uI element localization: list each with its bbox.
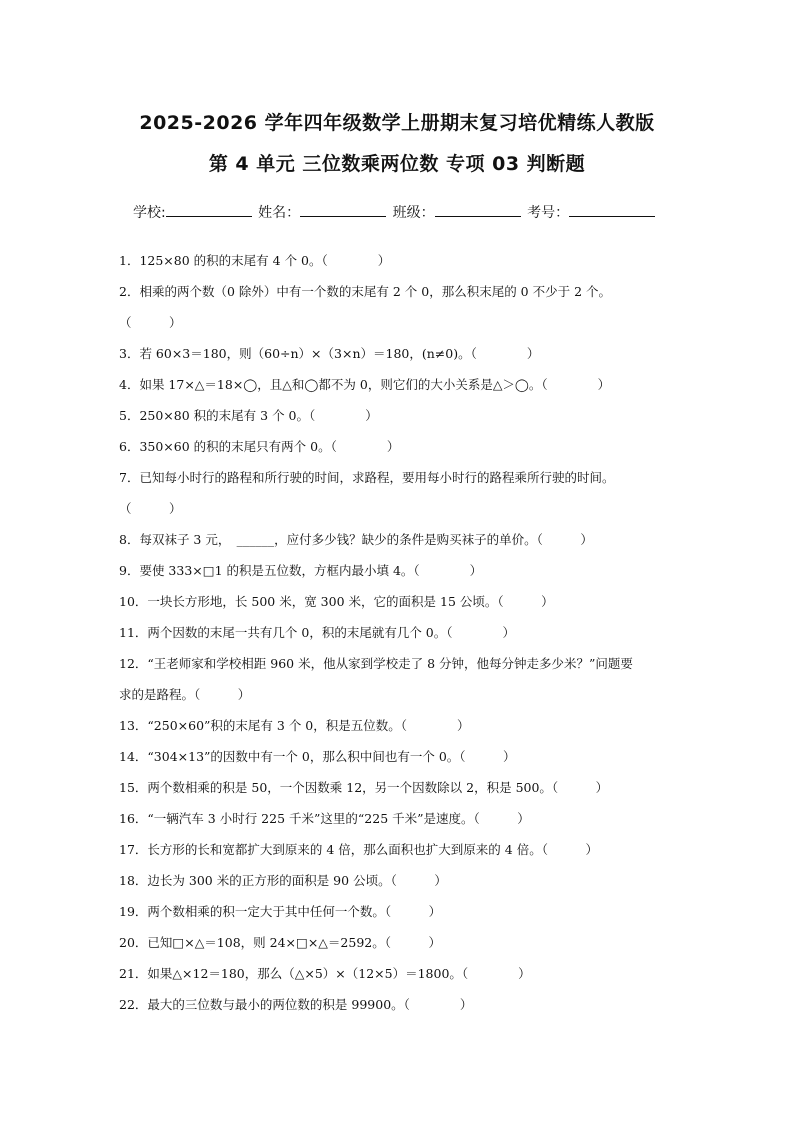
question-line: 22．最大的三位数与最小的两位数的积是 99900。（ ） [119,997,473,1012]
class-blank[interactable] [435,202,521,217]
question-line: 18．边长为 300 米的正方形的面积是 90 公顷。（ ） [119,873,447,888]
question-line: （ ） [119,315,182,330]
class-label: 班级： [392,205,435,221]
question-line: 13．“250×60”积的末尾有 3 个 0，积是五位数。（ ） [119,718,470,733]
question-line: （ ） [119,501,182,516]
question-line: 1．125×80 的积的末尾有 4 个 0。（ ） [119,253,391,268]
question-line: 8．每双袜子 3 元， ______，应付多少钱？缺少的条件是购买袜子的单价。（ ） [119,532,593,547]
student-info-row [133,202,657,222]
exam-no-label: 考号： [527,205,570,221]
question-line: 17．长方形的长和宽都扩大到原来的 4 倍，那么面积也扩大到原来的 4 倍。（ ） [119,842,598,857]
question-line: 9．要使 333×□1 的积是五位数，方框内最小填 4。（ ） [119,563,483,578]
name-blank[interactable] [300,202,386,217]
exam-no-blank[interactable] [569,202,655,217]
school-label: 学校: [133,205,166,221]
question-line: 10．一块长方形地，长 500 米，宽 300 米，它的面积是 15 公顷。（ ） [119,594,554,609]
name-label: 姓名： [258,205,301,221]
question-line: 12．“王老师家和学校相距 960 米，他从家到学校走了 8 分钟，他每分钟走多少米？”问题要 [119,656,633,671]
question-list [119,245,679,1020]
question-line: 11．两个因数的末尾一共有几个 0，积的末尾就有几个 0。（ ） [119,625,516,640]
page-subtitle: 第 4 单元 三位数乘两位数 专项 03 判断题 [208,153,586,175]
page-title: 2025-2026 学年四年级数学上册期末复习培优精练人教版 [139,112,655,134]
question-line: 21．如果△×12＝180，那么（△×5）×（12×5）＝1800。（ ） [119,966,531,981]
question-line: 14．“304×13”的因数中有一个 0，那么积中间也有一个 0。（ ） [119,749,516,764]
question-line: 20．已知□×△＝108，则 24×□×△＝2592。（ ） [119,935,441,950]
question-line: 16．“一辆汽车 3 小时行 225 千米”这里的“225 千米”是速度。（ ） [119,811,530,826]
question-line: 2．相乘的两个数（0 除外）中有一个数的末尾有 2 个 0，那么积末尾的 0 不少于 2 个。 [119,284,612,299]
question-line: 6．350×60 的积的末尾只有两个 0。（ ） [119,439,400,454]
question-line: 4．如果 17×△＝18×◯，且△和◯都不为 0，则它们的大小关系是△＞◯。（ ） [119,377,611,392]
question-line: 7．已知每小时行的路程和所行驶的时间，求路程，要用每小时行的路程乘所行驶的时间。 [119,470,615,485]
question-line: 求的是路程。（ ） [119,687,251,702]
school-blank[interactable] [166,202,252,217]
question-line: 3．若 60×3＝180，则（60÷n）×（3×n）＝180，(n≠0)。（ ） [119,346,540,361]
question-line: 19．两个数相乘的积一定大于其中任何一个数。（ ） [119,904,442,919]
question-line: 5．250×80 积的末尾有 3 个 0。（ ） [119,408,378,423]
question-line: 15．两个数相乘的积是 50，一个因数乘 12，另一个因数除以 2，积是 500。（ ） [119,780,609,795]
